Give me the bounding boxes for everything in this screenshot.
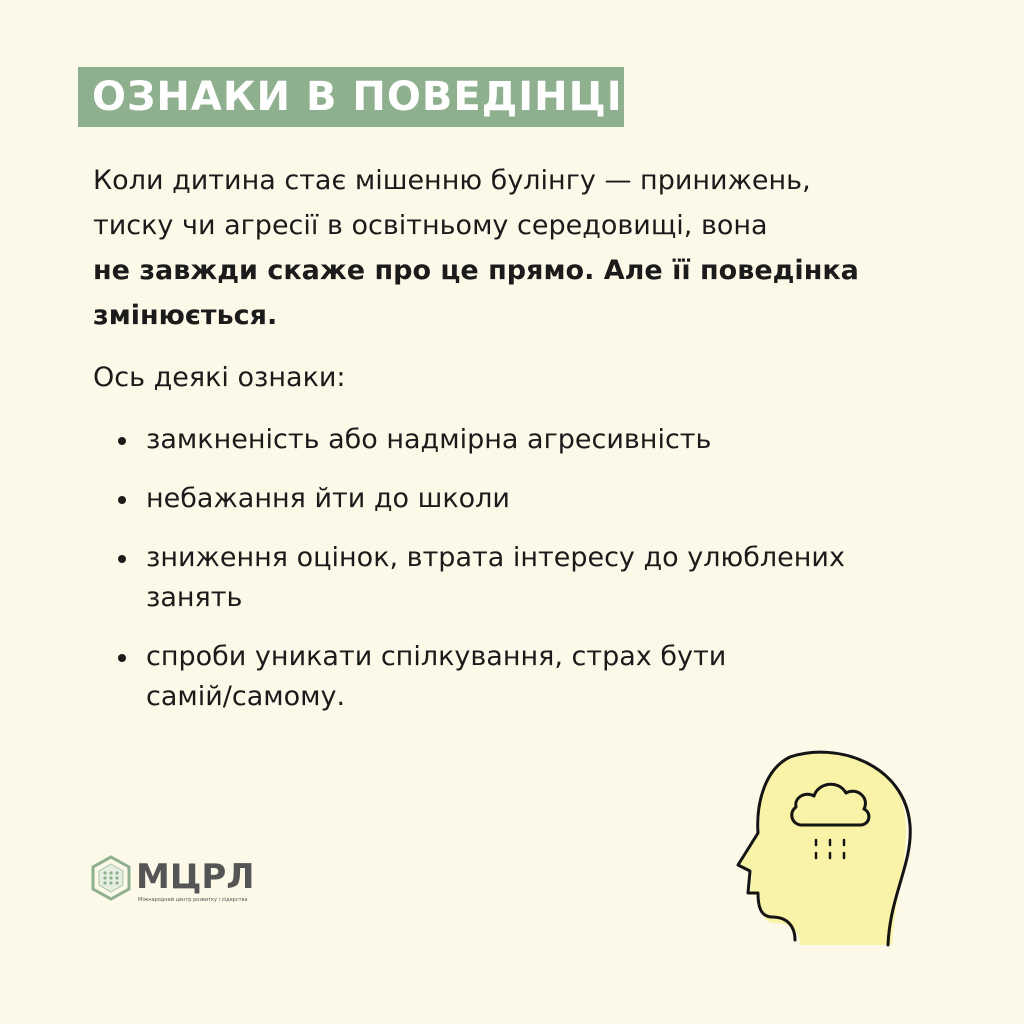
list-item <box>118 637 938 717</box>
title-banner <box>78 67 624 127</box>
intro-line-2: тиску чи агресії в освітньому середовищі, вона <box>93 210 768 241</box>
page-title: ОЗНАКИ В ПОВЕДІНЦІ <box>92 74 623 120</box>
organization-logo <box>90 855 255 910</box>
list-item-line: зниження оцінок, втрата інтересу до улюблених <box>146 542 845 573</box>
list-item-line: небажання йти до школи <box>146 483 510 514</box>
intro-bold-line-2: змінюється. <box>93 300 278 331</box>
logo-subtitle: Міжнародний центр розвитку і лідерства <box>138 897 248 903</box>
list-item <box>118 420 938 460</box>
bullet-dot-icon <box>118 496 126 504</box>
bullet-dot-icon <box>118 437 126 445</box>
intro-bold-line-1: не завжди скаже про це прямо. Але її поведінка <box>93 255 859 286</box>
logo-name: МЦРЛ <box>136 857 255 897</box>
list-item-line: самій/самому. <box>146 681 346 712</box>
hexagon-logo-icon <box>90 855 132 901</box>
list-item-line: замкненість або надмірна агресивність <box>146 424 712 455</box>
list-item-line: спроби уникати спілкування, страх бути <box>146 641 727 672</box>
list-item-line: занять <box>146 582 243 613</box>
signs-list <box>118 420 938 736</box>
intro-paragraph <box>93 158 953 338</box>
bullet-dot-icon <box>118 654 126 662</box>
signs-lead: Ось деякі ознаки: <box>93 362 346 393</box>
bullet-dot-icon <box>118 555 126 563</box>
list-item <box>118 538 938 618</box>
list-item <box>118 479 938 519</box>
head-with-rain-cloud-icon <box>730 745 930 950</box>
intro-line-1: Коли дитина стає мішенню булінгу — принижень, <box>93 165 811 196</box>
